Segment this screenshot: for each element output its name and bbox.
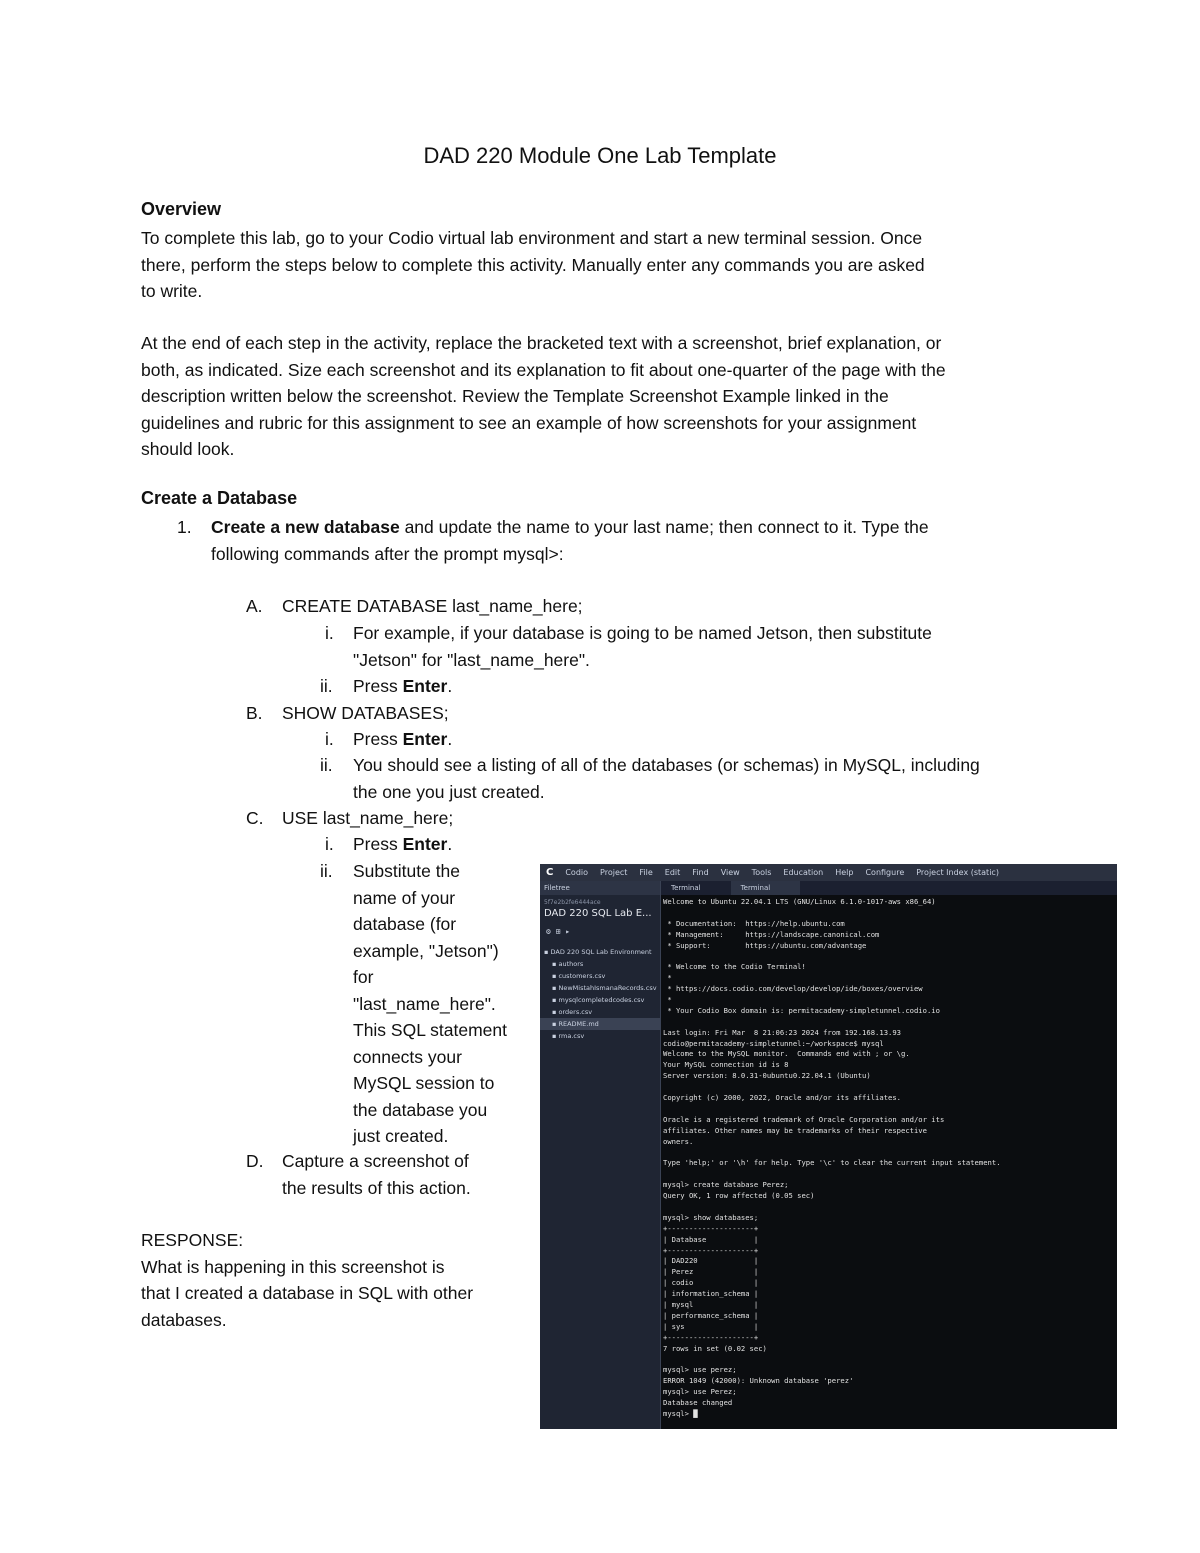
terminal-line: * Welcome to the Codio Terminal!: [663, 962, 806, 972]
terminal-line: | mysql |: [663, 1299, 759, 1309]
text-line: both, as indicated. Size each screenshot and its explanation to fit about one-quarter of the page with the: [141, 359, 946, 380]
menu-item: Project Index (static): [916, 868, 999, 877]
terminal-line: [663, 1147, 1115, 1158]
text-line: the results of this action.: [282, 1177, 471, 1198]
step-1-line-2: following commands after the prompt mysql>:: [211, 544, 564, 564]
subitem-label: i.: [325, 623, 334, 643]
enter-key-text: Enter: [402, 676, 448, 696]
menu-item: Education: [783, 868, 824, 877]
file-item: ▪ DAD 220 SQL Lab Environment: [544, 948, 652, 956]
terminal-line: +--------------------+: [663, 1332, 759, 1342]
terminal-line: +--------------------+: [663, 1223, 759, 1233]
terminal-line: [663, 1017, 1115, 1028]
project-title: DAD 220 SQL Lab E...: [544, 908, 652, 919]
file-item: ▪ authors: [552, 960, 584, 968]
terminal-line: | information_schema |: [663, 1289, 759, 1299]
response-label: RESPONSE:: [141, 1230, 244, 1250]
terminal-line: * Your Codio Box domain is: permitacademy-simpletunnel.codio.io: [663, 1005, 940, 1015]
item-b-ii-line-2: the one you just created.: [353, 782, 545, 802]
terminal-line: Welcome to Ubuntu 22.04.1 LTS (GNU/Linux 6.1.0-1017-aws x86_64): [663, 897, 936, 906]
menu-item: View: [720, 868, 740, 877]
item-label: C.: [246, 808, 264, 828]
terminal-line: [663, 1202, 1115, 1213]
codio-logo-icon: C: [546, 867, 554, 878]
terminal-output: [663, 897, 1115, 1427]
terminal-line: Type 'help;' or '\h' for help. Type '\c' to clear the current input statement.: [663, 1158, 1001, 1168]
text-line: Substitute the: [353, 861, 461, 881]
terminal-line: Welcome to the MySQL monitor. Commands end with ; or \g.: [663, 1049, 910, 1059]
terminal-line: | performance_schema |: [663, 1310, 759, 1320]
text-line: name of your: [353, 887, 456, 908]
enter-key-text: Enter: [402, 834, 448, 854]
step-number: 1.: [177, 517, 192, 537]
terminal-line: Server version: 8.0.31-0ubuntu0.22.04.1 (Ubuntu): [663, 1071, 871, 1081]
file-item: ▪ README.md: [540, 1018, 660, 1030]
terminal-line: | DAD220 |: [663, 1256, 759, 1266]
response-block: [141, 1227, 531, 1333]
item-label: B.: [246, 703, 263, 723]
file-item: ▪ mysqlcompletedcodes.csv: [552, 996, 645, 1004]
item-a-i-line-1: For example, if your database is going to be named Jetson, then substitute: [353, 623, 932, 643]
period: .: [447, 729, 453, 749]
terminal-line: [663, 1082, 1115, 1093]
menu-item: File: [639, 868, 653, 877]
item-c-i: [353, 831, 452, 858]
terminal-line: [663, 951, 1115, 962]
menu-item: Configure: [865, 868, 905, 877]
terminal-line: Last login: Fri Mar 8 21:06:23 2024 from 192.168.13.93: [663, 1027, 901, 1037]
terminal-line: Copyright (c) 2000, 2022, Oracle and/or its affiliates.: [663, 1093, 901, 1103]
subitem-label: ii.: [320, 755, 333, 775]
terminal-line: affiliates. Other names may be trademarks of their respective: [663, 1125, 927, 1135]
terminal-line: owners.: [663, 1136, 694, 1146]
terminal-line: * Documentation: https://help.ubuntu.com: [663, 918, 845, 928]
menu-item: Codio: [565, 868, 589, 877]
text-line: that I created a database in SQL with other: [141, 1283, 474, 1303]
text-line: the database you: [353, 1099, 488, 1120]
project-id: 5f7e2b2fe6444ace: [544, 899, 601, 906]
terminal-line: | Perez |: [663, 1267, 759, 1277]
terminal-line: Oracle is a registered trademark of Oracle Corporation and/or its: [663, 1114, 945, 1124]
file-item: ▪ orders.csv: [552, 1008, 593, 1016]
text-line: "last_name_here".: [353, 993, 496, 1014]
subitem-label: ii.: [320, 676, 333, 696]
toolbar-icons: ⚙ ⊞ ▸: [546, 927, 571, 936]
filetree-tab: Filetree: [540, 881, 660, 895]
terminal-line: | sys |: [663, 1321, 759, 1331]
text-line: example, "Jetson"): [353, 940, 499, 961]
item-b-command: SHOW DATABASES;: [282, 703, 449, 723]
text-line: connects your: [353, 1046, 462, 1067]
terminal-line: [663, 1354, 1115, 1365]
terminal-line: ERROR 1049 (42000): Unknown database 'perez': [663, 1376, 854, 1386]
text-line: guidelines and rubric for this assignment to see an example of how screenshots for your assignment: [141, 412, 917, 433]
text-line: just created.: [353, 1126, 449, 1146]
item-b-ii-line-1: You should see a listing of all of the databases (or schemas) in MySQL, including: [353, 755, 980, 775]
terminal-line: | codio |: [663, 1278, 759, 1288]
step-1-rest: and update the name to your last name; then connect to it. Type the: [399, 517, 929, 537]
terminal-tab: Terminal: [671, 884, 701, 892]
item-label: D.: [246, 1151, 264, 1171]
terminal-line: *: [663, 973, 672, 983]
menu-item: Edit: [664, 868, 681, 877]
text-line: description written below the screenshot. Review the Template Screenshot Example linked in the: [141, 386, 889, 406]
terminal-line: * https://docs.codio.com/develop/develop/ide/boxes/overview: [663, 984, 923, 994]
ide-file-tree: [540, 881, 661, 1429]
file-item: ▪ NewMistahIsmanaRecords.csv: [552, 984, 657, 992]
item-label: A.: [246, 596, 263, 616]
press-text: Press: [353, 676, 403, 696]
terminal-line: +--------------------+: [663, 1245, 759, 1255]
menu-item: Project: [600, 868, 628, 877]
item-d: [282, 1148, 471, 1201]
file-name: customers.csv: [558, 972, 606, 980]
item-b-i: [353, 726, 452, 753]
terminal-line: mysql> show databases;: [663, 1212, 759, 1222]
text-line: to write.: [141, 281, 203, 301]
file-name: authors: [558, 960, 584, 968]
text-line: for: [353, 967, 374, 987]
terminal-line: mysql> use perez;: [663, 1365, 737, 1375]
enter-key-text: Enter: [402, 729, 448, 749]
subitem-label: ii.: [320, 861, 333, 881]
file-name: mysqlcompletedcodes.csv: [558, 996, 645, 1004]
terminal-line: *: [663, 995, 672, 1005]
press-text: Press: [353, 834, 403, 854]
terminal-line: | Database |: [663, 1234, 759, 1244]
subitem-label: i.: [325, 729, 334, 749]
terminal-line: Your MySQL connection id is 8: [663, 1060, 789, 1070]
text-line: At the end of each step in the activity, replace the bracketed text with a screenshot, brief explanation, or: [141, 333, 942, 353]
terminal-line: mysql> use Perez;: [663, 1387, 737, 1397]
file-name: orders.csv: [558, 1008, 593, 1016]
terminal-line: Database changed: [663, 1397, 733, 1407]
text-line: Capture a screenshot of: [282, 1151, 469, 1171]
terminal-line: * Support: https://ubuntu.com/advantage: [663, 940, 867, 950]
period: .: [447, 834, 453, 854]
item-a-command: CREATE DATABASE last_name_here;: [282, 596, 583, 616]
text-line: databases.: [141, 1309, 227, 1330]
period: .: [447, 676, 453, 696]
terminal-line: [663, 1104, 1115, 1115]
terminal-line: mysql> █: [663, 1408, 698, 1418]
subitem-label: i.: [325, 834, 334, 854]
file-name: NewMistahIsmanaRecords.csv: [558, 984, 657, 992]
terminal-line: codio@permitacademy-simpletunnel:~/workspace$ mysql: [663, 1038, 884, 1048]
press-text: Press: [353, 729, 403, 749]
terminal-line: Query OK, 1 row affected (0.05 sec): [663, 1191, 815, 1201]
item-a-i-line-2: "Jetson" for "last_name_here".: [353, 650, 590, 670]
menu-item: Tools: [751, 868, 772, 877]
terminal-line: * Management: https://landscape.canonical.com: [663, 929, 880, 939]
page-title: DAD 220 Module One Lab Template: [423, 143, 777, 168]
menu-item: Find: [692, 868, 709, 877]
item-c-command: USE last_name_here;: [282, 808, 454, 828]
text-line: there, perform the steps below to complete this activity. Manually enter any commands you are asked: [141, 254, 925, 275]
terminal-line: 7 rows in set (0.02 sec): [663, 1343, 767, 1353]
terminal-screenshot: [540, 864, 1117, 1429]
file-item: ▪ rma.csv: [552, 1032, 585, 1040]
terminal-line: [663, 1169, 1115, 1180]
create-database-heading: Create a Database: [141, 488, 298, 508]
text-line: To complete this lab, go to your Codio virtual lab environment and start a new terminal session. Once: [141, 228, 923, 248]
file-name: README.md: [558, 1020, 599, 1028]
overview-paragraph-2: [141, 330, 1061, 463]
step-1-line-1: [211, 514, 1071, 541]
item-a-ii: [353, 673, 452, 700]
overview-heading: Overview: [141, 199, 222, 219]
step-1-bold: Create a new database: [211, 517, 400, 537]
overview-paragraph-1: [141, 225, 1061, 305]
file-item: ▪ customers.csv: [552, 972, 606, 980]
file-name: rma.csv: [558, 1032, 585, 1040]
text-line: This SQL statement: [353, 1020, 507, 1040]
terminal-tabs: [661, 881, 1117, 895]
text-line: What is happening in this screenshot is: [141, 1256, 445, 1277]
menu-item: Help: [835, 868, 854, 877]
text-line: database (for: [353, 914, 457, 934]
text-line: should look.: [141, 439, 235, 459]
ide-menubar: [540, 864, 1117, 881]
file-name: DAD 220 SQL Lab Environment: [550, 948, 652, 956]
item-c-ii: [353, 858, 507, 1150]
terminal-tab-active: Terminal: [731, 881, 801, 895]
terminal-line: [663, 908, 1115, 919]
terminal-line: mysql> create database Perez;: [663, 1180, 789, 1190]
text-line: MySQL session to: [353, 1073, 495, 1093]
